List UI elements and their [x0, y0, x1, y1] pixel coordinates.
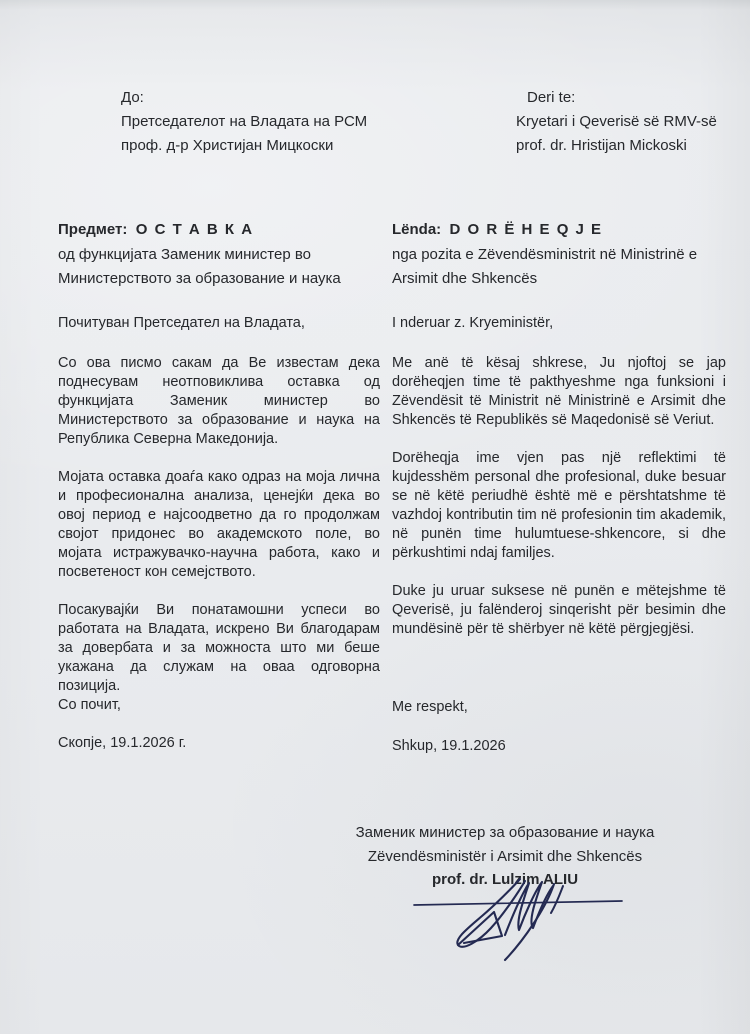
subject-label-sq: Lënda:	[392, 221, 442, 238]
recipient-label-sq: Deri te:	[527, 89, 576, 106]
handwritten-signature	[408, 872, 628, 964]
subject-block-mk	[58, 218, 383, 292]
recipient-line-sq: prof. dr. Hristijan Mickoski	[516, 137, 687, 154]
recipient-line-mk: Претседателот на Владата на РСМ	[121, 113, 368, 130]
paragraph-sq-2: Dorëheqja ime vjen pas një reflektimi të kujdesshëm personal dhe profesional, duke besuar se në këtë periudhë është më e përshtatshme të vazhdoj kontributin tim në profesionin tim akademik, në punën time hulumtuese-shkencore, si dhe përkushtimi ndaj familjes.	[392, 450, 726, 561]
recipient-line-mk: проф. д-р Христијан Мицкоски	[121, 137, 334, 154]
paragraph-mk-3: Посакувајќи Ви понатамошни успеси во работата на Владата, искрено Ви благодарам за довербата и за можноста што ми беше укажана да служам на оваа одговорна позиција.	[58, 602, 380, 694]
paragraph-mk-1: Со ова писмо сакам да Ве известам дека поднесувам неотповиклива оставка од функцијата Заменик министер во Министерството за образование и наука на Република Северна Македонија.	[58, 355, 380, 447]
dateline-sq: Shkup, 19.1.2026	[392, 738, 506, 754]
signature-stroke	[505, 882, 553, 935]
dateline-mk: Скопје, 19.1.2026 г.	[58, 735, 187, 751]
signatory-title-sq: Zëvendësministër i Arsimit dhe Shkencës	[367, 847, 643, 865]
paragraph-sq-1: Me anë të kësaj shkrese, Ju njoftoj se jap dorëheqjen time të pakthyeshme nga funksioni i Zëvendësit të Ministrit në Ministrinë e Arsimit dhe Shkencës të Republikës së Maqedonisë së Veriut.	[392, 355, 726, 428]
recipient-block-mk	[121, 86, 367, 158]
recipient-block-sq	[516, 86, 717, 158]
recipient-label-mk: До:	[121, 89, 144, 106]
signatory-name: prof. dr. Lulzim ALIU	[431, 871, 579, 888]
subject-line-mk	[58, 218, 383, 243]
subject-label-mk: Предмет:	[58, 221, 128, 238]
salutation-sq: I nderuar z. Kryeministër,	[392, 315, 554, 331]
subject-block-sq	[392, 218, 726, 292]
subject-line-sq: nga pozita e Zëvendësministrit në Ministrinë e	[392, 245, 698, 263]
recipient-line-sq: Kryetari i Qeverisë së RMV-së	[516, 113, 717, 130]
subject-line-mk: од функцијата Заменик министер во	[58, 245, 311, 263]
signatory-title-mk: Заменик министер за образование и наука	[355, 824, 655, 841]
closing-mk: Со почит,	[58, 697, 121, 713]
paragraph-mk-2: Мојата оставка доаѓа како одраз на моја лична и професионална анализа, ценејќи дека во овој период е најсоодветно да го продолжам својот придонес во академското поле, во мојата истражувачко-научна работа, како и посветеност кон семејството.	[58, 469, 380, 580]
subject-line-sq	[392, 218, 726, 243]
salutation-mk: Почитуван Претседател на Владата,	[58, 315, 305, 331]
closing-sq: Me respekt,	[392, 699, 468, 715]
subject-keyword-sq: D O R Ë H E Q J E	[449, 221, 603, 238]
paragraph-sq-3: Duke ju uruar suksese në punën e mëtejshme të Qeverisë, ju falënderoj sinqerisht për besimin dhe mundësinë për të shërbyer në këtë përgjegjësi.	[392, 583, 726, 637]
body-column-sq	[392, 314, 726, 658]
subject-line-sq: Arsimit dhe Shkencës	[392, 270, 538, 287]
body-column-mk	[58, 314, 380, 715]
subject-keyword-mk: О С Т А В К А	[135, 221, 254, 238]
subject-line-mk: Министерството за образование и наука	[58, 270, 341, 287]
